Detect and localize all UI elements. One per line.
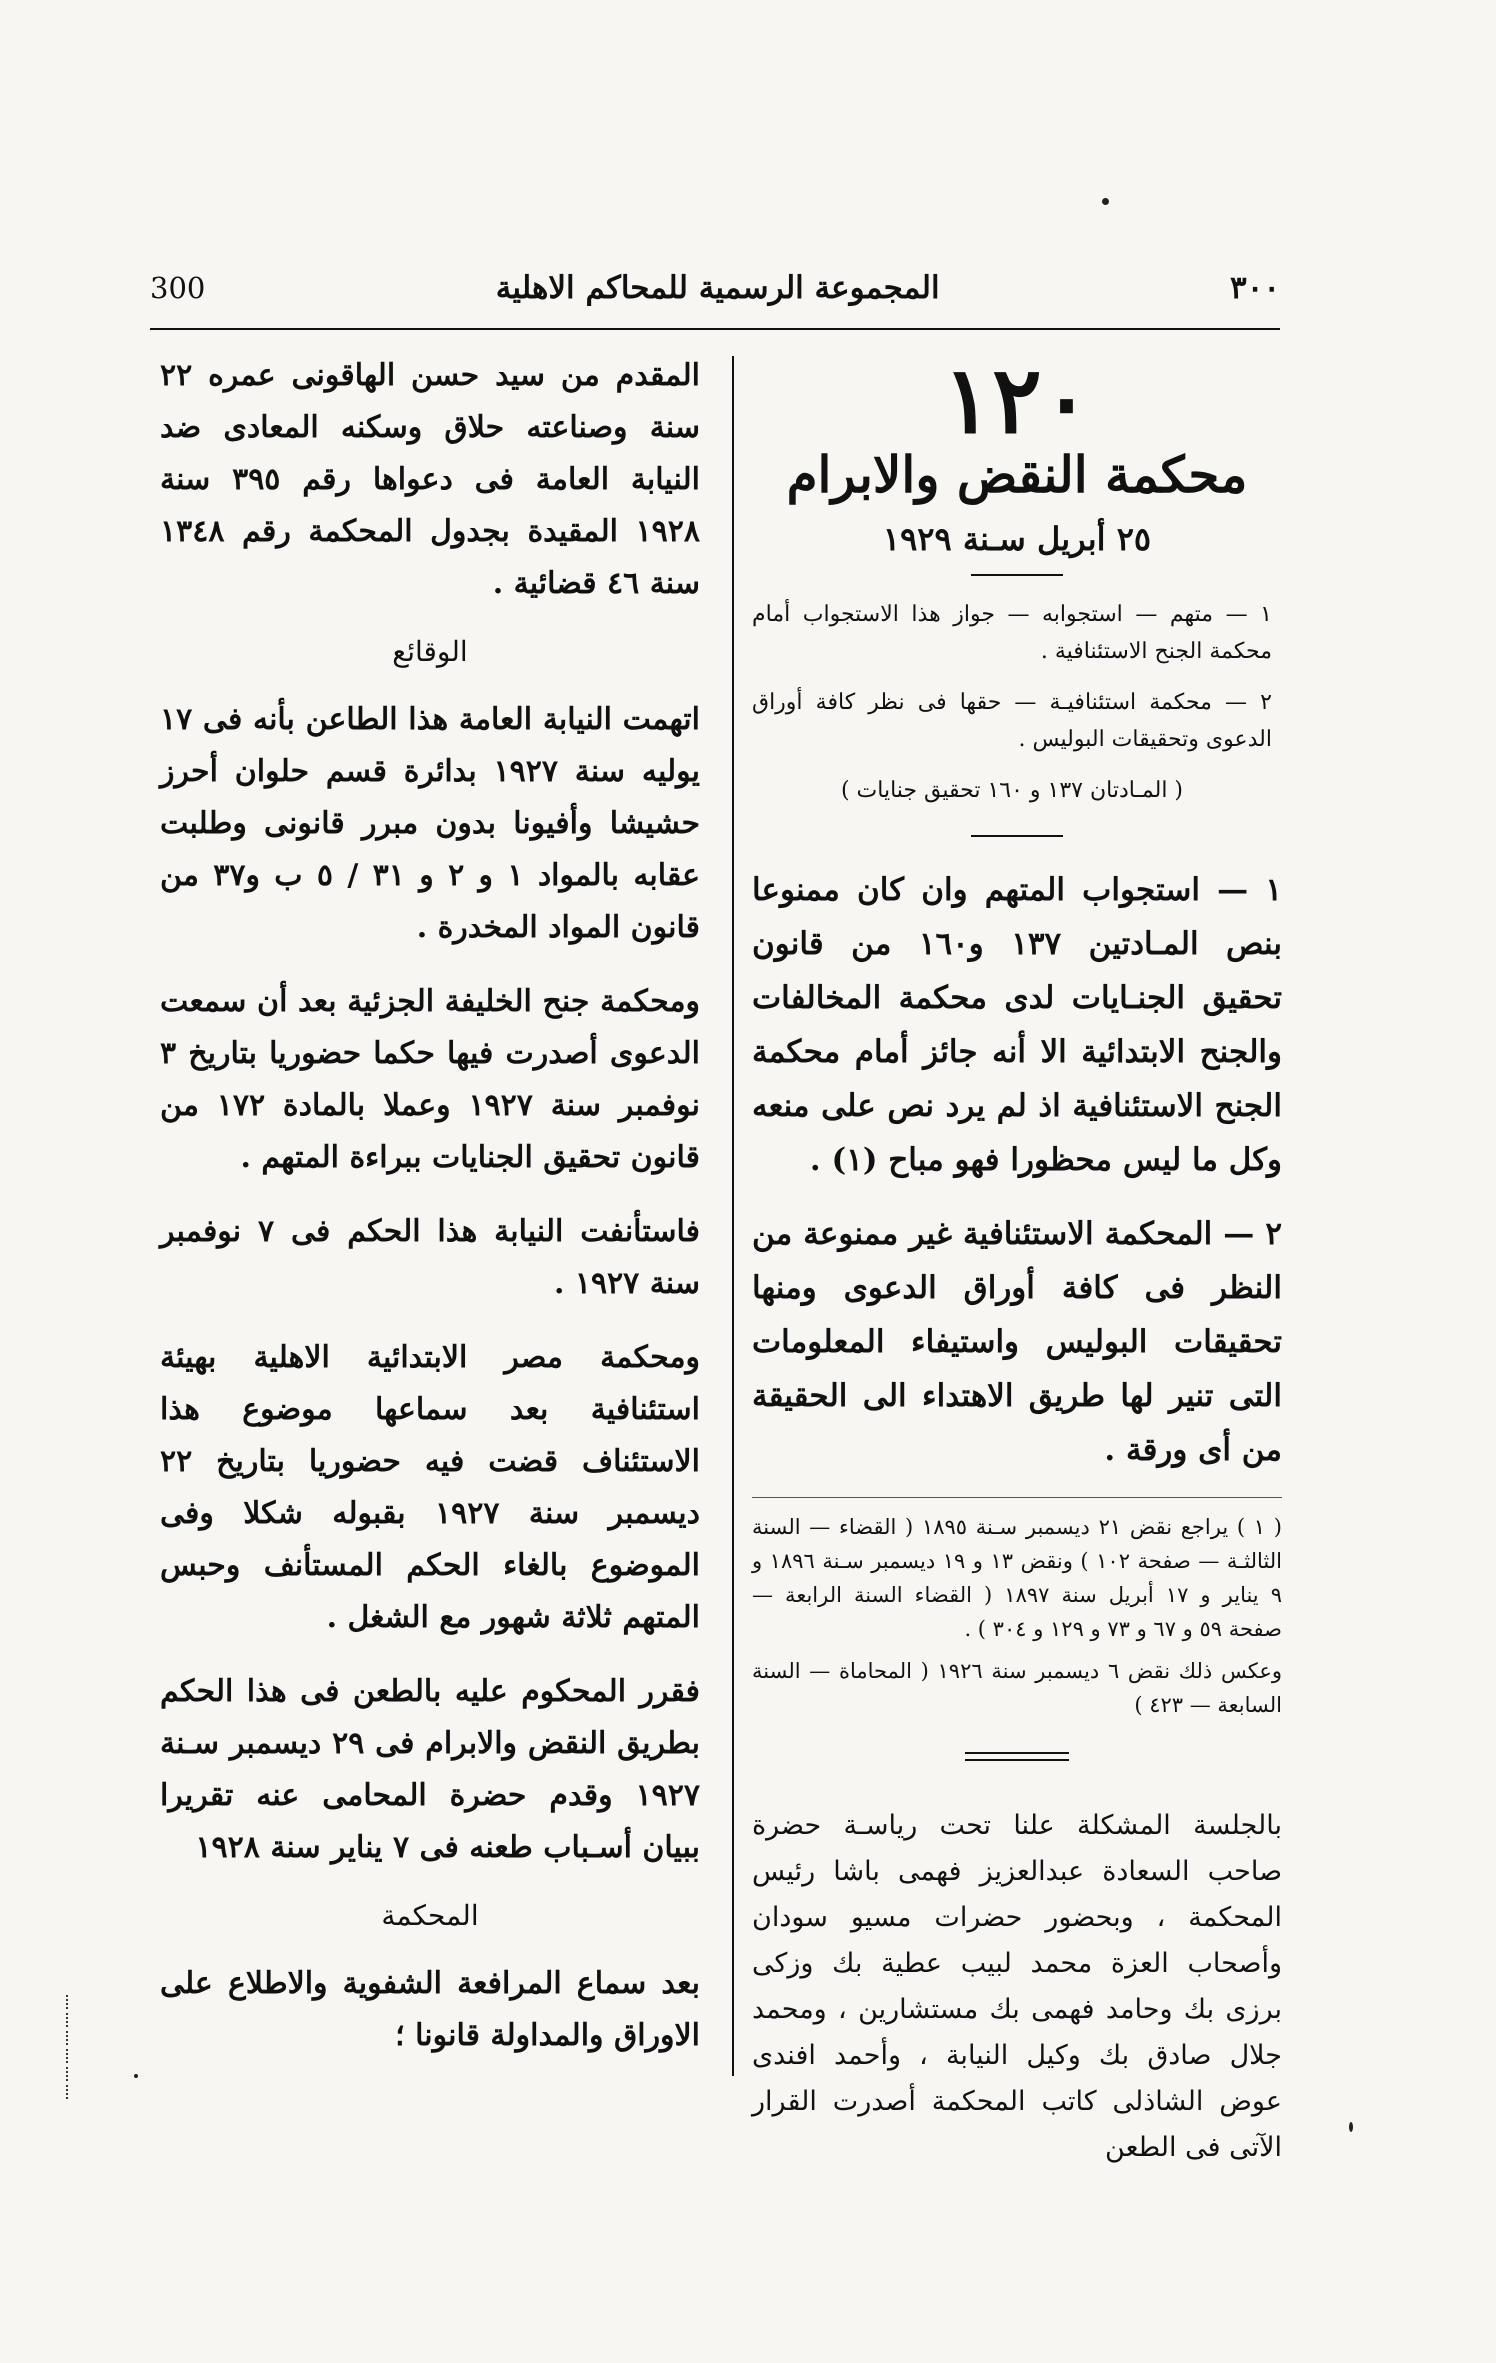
summary-item: ٢ — محكمة استئنافيـة — حقها فى نظر كافة أوراق الدعوى وتحقيقات البوليس .: [752, 690, 1272, 752]
margin-marks: [66, 1995, 90, 2145]
facts-paragraph: اتهمت النيابة العامة هذا الطاعن بأنه فى ١٧ يوليه سنة ١٩٢٧ بدائرة قسم حلوان أحرز حشيشا وأفيونا بدون مبرر قانونى وطلبت عقابه بالمواد ١ و ٢ و ٣١ / ٥ ب و٣٧ من قانون المواد المخدرة .: [160, 702, 700, 945]
title-rule: [971, 574, 1063, 576]
case-summary: [752, 596, 1282, 809]
section-rule: [971, 835, 1063, 837]
holdings: [752, 863, 1282, 1477]
summary-articles: ( المـادتان ١٣٧ و ١٦٠ تحقيق جنايات ): [840, 778, 1184, 803]
right-column: [752, 346, 1282, 2171]
court-name: محكمة النقض والابرام: [786, 445, 1248, 504]
facts-paragraph: فقرر المحكوم عليه بالطعن فى هذا الحكم بطريق النقض والابرام فى ٢٩ ديسمبر سـنة ١٩٢٧ وقدم حضرة المحامى عنه تقريرا ببيان أسـباب طعنه فى ٧ يناير سنة ١٩٢٨: [160, 1674, 700, 1865]
session-text: بالجلسة المشكلة علنا تحت رياسـة حضرة صاحب السعادة عبدالعزيز فهمى باشا رئيس المحكمة ، وبحضور حضرات مسيو سودان وأصحاب العزة محمد لبيب عطية بك وزكى برزى بك وحامد فهمى بك مستشارين ، ومحمد جلال صادق بك وكيل النيابة ، وأحمد افندى عوض الشاذلى كاتب المحكمة أصدرت القرار الآتى فى الطعن: [752, 1810, 1282, 2163]
column-divider: [732, 356, 734, 2076]
court-paragraph: بعد سماع المرافعة الشفوية والاطلاع على الاوراق والمداولة قانونا ؛: [160, 1966, 700, 2053]
page-header: [150, 258, 1280, 318]
ink-speck: [1102, 198, 1109, 205]
case-number: ١٢٠: [942, 346, 1092, 454]
footnotes: [752, 1497, 1282, 1722]
header-rule: [150, 328, 1280, 330]
court-heading: المحكمة: [381, 1899, 479, 1932]
appeal-intro: المقدم من سيد حسن الهاقونى عمره ٢٢ سنة وصناعته حلاق وسكنه المعادى ضد النيابة العامة فى دعواها رقم ٣٩٥ سنة ١٩٢٨ المقيدة بجدول المحكمة رقم ١٣٤٨ سنة ٤٦ قضائية .: [160, 358, 701, 601]
ink-speck: [1349, 2122, 1353, 2132]
double-rule: [965, 1752, 1069, 1761]
facts-paragraph: ومحكمة مصر الابتدائية الاهلية بهيئة استئنافية بعد سماعها موضوع هذا الاستئناف قضت فيه حضوريا بتاريخ ٢٢ ديسمبر سنة ١٩٢٧ بقبوله شكلا وفى الموضوع بالغاء الحكم المستأنف وحبس المتهم ثلاثة شهور مع الشغل .: [160, 1340, 700, 1635]
page-number-latin: 300: [150, 271, 206, 305]
facts-paragraph: ومحكمة جنح الخليفة الجزئية بعد أن سمعت الدعوى أصدرت فيها حكما حضوريا بتاريخ ٣ نوفمبر سنة ١٩٢٧ وعملا بالمادة ١٧٢ من قانون تحقيق الجنايات ببراءة المتهم .: [160, 984, 700, 1175]
facts-paragraph: فاستأنفت النيابة هذا الحكم فى ٧ نوفمبر سنة ١٩٢٧ .: [160, 1214, 700, 1301]
footnote: ( ١ ) يراجع نقض ٢١ ديسمبر سـنة ١٨٩٥ ( القضاء — السنة الثالثـة — صفحة ١٠٢ ) ونقض ١٣ و ١٩ ديسمبر سـنة ١٨٩٦ و ٩ يناير و ١٧ أبريل سنة ١٨٩٧ ( القضاء السنة الرابعة — صفحة ٥٩ و ٦٧ و ٧٣ و ١٢٩ و ٣٠٤ ) .: [752, 1515, 1282, 1641]
ink-speck: [134, 2074, 138, 2078]
session-paragraph: [752, 1803, 1282, 2171]
summary-item: ١ — متهم — استجوابه — جواز هذا الاستجواب أمام محكمة الجنح الاستئنافية .: [752, 602, 1272, 664]
case-date: ٢٥ أبريل سـنة ١٩٢٩: [882, 520, 1152, 558]
facts-heading: الوقائع: [392, 635, 468, 668]
footnote: وعكس ذلك نقض ٦ ديسمبر سنة ١٩٢٦ ( المحاماة — السنة السابعة — ٤٢٣ ): [752, 1659, 1282, 1717]
holding-paragraph: ٢ — المحكمة الاستئنافية غير ممنوعة من النظر فى كافة أوراق الدعوى ومنها تحقيقات البوليس واستيفاء المعلومات التى تنير لها طريق الاهتداء الى الحقيقة من أى ورقة .: [752, 1216, 1282, 1468]
publication-title: المجموعة الرسمية للمحاكم الاهلية: [495, 270, 940, 306]
page-number-arabic: ٣٠٠: [1230, 270, 1280, 306]
holding-paragraph: ١ — استجواب المتهم وان كان ممنوعا بنص المـادتين ١٣٧ و١٦٠ من قانون تحقيق الجنـايات لدى محكمة المخالفات والجنح الابتدائية الا أنه جائز أمام محكمة الجنح الاستئنافية اذ لم يرد نص على منعه وكل ما ليس محظورا فهو مباح (١) .: [752, 872, 1282, 1178]
left-column: [160, 350, 700, 2084]
